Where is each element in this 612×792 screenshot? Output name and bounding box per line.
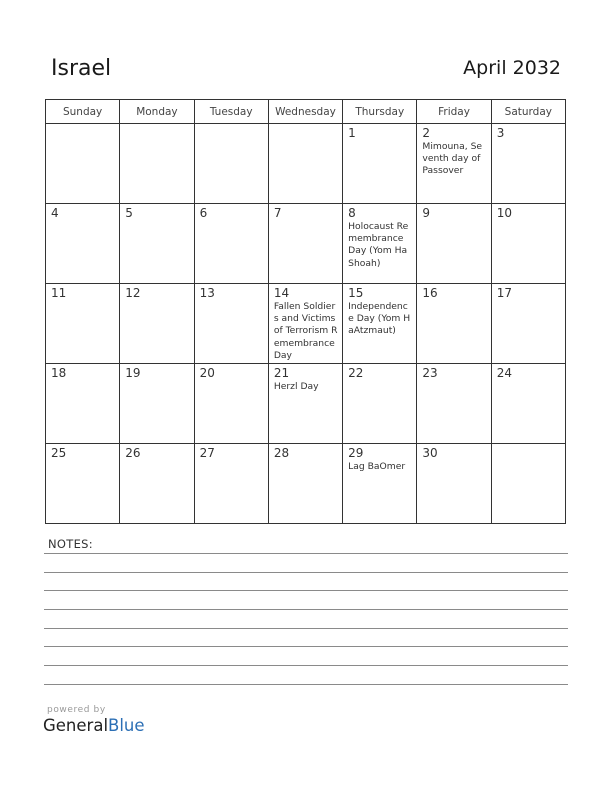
powered-by-text: powered by: [47, 705, 106, 715]
day-cell: [268, 364, 342, 444]
day-cell: [491, 284, 565, 364]
day-number: 3: [496, 126, 505, 140]
day-number: 4: [51, 206, 59, 220]
day-cell: [491, 444, 565, 524]
day-cell: [417, 364, 491, 444]
day-number: 23: [422, 366, 438, 380]
day-cell: [417, 204, 491, 284]
weekday-header-row: [46, 100, 566, 124]
day-cell: [120, 444, 194, 524]
day-number: 17: [496, 286, 512, 300]
day-cell: [343, 124, 417, 204]
notes-line: [44, 609, 568, 610]
day-cell: [417, 444, 491, 524]
weekday-monday: Monday: [120, 100, 194, 124]
day-cell: [194, 364, 268, 444]
day-cell: [491, 124, 565, 204]
holiday-label: Independence Day (Yom HaAtzmaut): [348, 301, 411, 337]
day-cell: [417, 124, 491, 204]
day-cell: [194, 124, 268, 204]
week-row-5: [46, 444, 566, 524]
day-number: 21: [273, 366, 290, 380]
holiday-label: Mimouna, Seventh day of Passover: [422, 141, 483, 177]
day-cell: [491, 364, 565, 444]
weekday-wednesday: Wednesday: [268, 100, 342, 124]
day-number: 7: [273, 206, 282, 220]
notes-line: [44, 628, 568, 629]
day-number: 22: [348, 366, 364, 380]
day-number: 11: [51, 286, 67, 300]
notes-line: [44, 684, 568, 685]
week-row-4: [46, 364, 566, 444]
day-cell: [268, 444, 342, 524]
calendar-grid: [45, 99, 566, 524]
day-cell: [46, 284, 120, 364]
day-number: 25: [51, 446, 67, 460]
notes-line: [44, 572, 568, 573]
day-cell: [343, 364, 417, 444]
day-cell: [46, 124, 120, 204]
holiday-label: Herzl Day: [273, 381, 319, 392]
holiday-label: Fallen Soldiers and Victims of Terrorism Remembrance Day: [273, 301, 338, 361]
week-row-3: [46, 284, 566, 364]
weekday-sunday: Sunday: [46, 100, 120, 124]
day-number: 24: [496, 366, 512, 380]
notes-line: [44, 665, 568, 666]
day-cell: [120, 284, 194, 364]
holiday-label: Holocaust Remembrance Day (Yom HaShoah): [348, 221, 409, 269]
logo-blue: Blue: [108, 716, 145, 735]
weekday-saturday: Saturday: [491, 100, 565, 124]
day-number: 16: [422, 286, 438, 300]
weekday-thursday: Thursday: [343, 100, 417, 124]
day-cell: [46, 444, 120, 524]
day-cell: [120, 124, 194, 204]
week-row-2: [46, 204, 566, 284]
day-number: 9: [422, 206, 431, 220]
holiday-label: Lag BaOmer: [348, 461, 406, 472]
day-number: 29: [348, 446, 364, 460]
day-number: 13: [199, 286, 215, 300]
notes-label: NOTES:: [48, 537, 93, 551]
notes-line: [44, 646, 568, 647]
day-number: 14: [273, 286, 290, 300]
day-number: 27: [199, 446, 215, 460]
day-cell: [343, 284, 417, 364]
day-number: 8: [348, 206, 356, 220]
generalblue-logo: [43, 716, 145, 735]
country-title: Israel: [51, 56, 112, 81]
day-number: 10: [496, 206, 512, 220]
day-cell: [194, 204, 268, 284]
day-cell: [268, 204, 342, 284]
day-number: 6: [199, 206, 208, 220]
day-cell: [120, 204, 194, 284]
day-number: 5: [125, 206, 133, 220]
day-number: 28: [273, 446, 290, 460]
day-cell: [268, 284, 342, 364]
logo-general: General: [43, 716, 109, 735]
day-number: 2: [422, 126, 431, 140]
weekday-tuesday: Tuesday: [194, 100, 268, 124]
day-number: 15: [348, 286, 364, 300]
day-cell: [417, 284, 491, 364]
day-number: 26: [125, 446, 141, 460]
day-number: 30: [422, 446, 438, 460]
day-cell: [194, 284, 268, 364]
day-number: 12: [125, 286, 141, 300]
notes-line: [44, 590, 568, 591]
day-cell: [120, 364, 194, 444]
day-cell: [343, 444, 417, 524]
day-cell: [268, 124, 342, 204]
day-number: 20: [199, 366, 215, 380]
weekday-friday: Friday: [417, 100, 491, 124]
day-cell: [194, 444, 268, 524]
week-row-1: [46, 124, 566, 204]
month-title: April 2032: [463, 57, 561, 79]
day-number: 18: [51, 366, 67, 380]
day-cell: [343, 204, 417, 284]
day-cell: [46, 364, 120, 444]
notes-line: [44, 553, 568, 554]
day-cell: [491, 204, 565, 284]
day-number: 19: [125, 366, 141, 380]
day-number: 1: [348, 126, 356, 140]
day-cell: [46, 204, 120, 284]
